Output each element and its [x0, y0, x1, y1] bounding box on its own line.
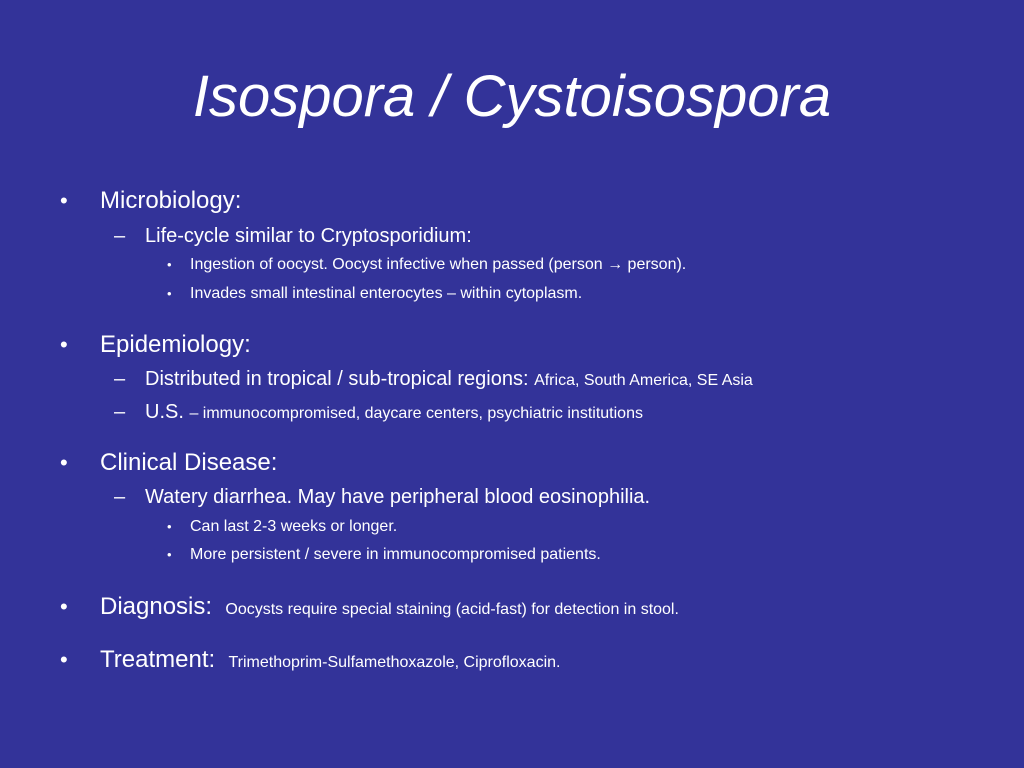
text-us [145, 399, 643, 427]
bullet-l1-treatment: • [60, 647, 68, 672]
text-last: Can last 2-3 weeks or longer. [190, 518, 398, 535]
treatment-lead: Treatment: [100, 646, 229, 673]
text-diagnosis [100, 592, 679, 625]
text-distributed-detail: Africa, South America, SE Asia [534, 372, 753, 389]
heading-epidemiology: Epidemiology: [100, 331, 251, 358]
bullet-l3-persistent: • [167, 547, 172, 562]
bullet-l2-watery: – [114, 486, 126, 508]
diagnosis-lead: Diagnosis: [100, 593, 226, 620]
bullet-l1-microbiology: • [60, 188, 68, 213]
text-watery: Watery diarrhea. May have peripheral blood eosinophilia. [145, 486, 651, 508]
text-us-lead: U.S. [145, 401, 190, 423]
text-lifecycle: Life-cycle similar to Cryptosporidium: [145, 225, 472, 247]
bullet-l3-ingestion: • [167, 257, 172, 272]
text-us-detail: – immunocompromised, daycare centers, psychiatric institutions [189, 405, 643, 422]
heading-clinical: Clinical Disease: [100, 449, 278, 476]
bullet-l3-invades: • [167, 286, 172, 301]
bullet-l2-distributed: – [114, 368, 126, 390]
text-distributed [145, 366, 753, 394]
bullet-l1-diagnosis: • [60, 594, 68, 619]
bullet-l2-us: – [114, 401, 126, 423]
bullet-l3-last: • [167, 519, 172, 534]
text-ingestion: Ingestion of oocyst. Oocyst infective when passed (person → person). [190, 256, 687, 273]
diagnosis-detail: Oocysts require special staining (acid-fast) for detection in stool. [225, 601, 679, 618]
slide-title: Isospora / Cystoisospora [192, 64, 832, 129]
bullet-l1-epidemiology: • [60, 332, 68, 357]
bullet-l1-clinical: • [60, 450, 68, 475]
text-distributed-lead: Distributed in tropical / sub-tropical regions: [145, 368, 535, 390]
text-treatment [100, 645, 560, 678]
text-persistent: More persistent / severe in immunocompromised patients. [190, 546, 601, 563]
treatment-detail: Trimethoprim-Sulfamethoxazole, Ciprofloxacin. [228, 654, 561, 671]
heading-microbiology: Microbiology: [100, 187, 242, 214]
bullet-l2-lifecycle: – [114, 225, 126, 247]
text-invades: Invades small intestinal enterocytes – within cytoplasm. [190, 285, 583, 302]
